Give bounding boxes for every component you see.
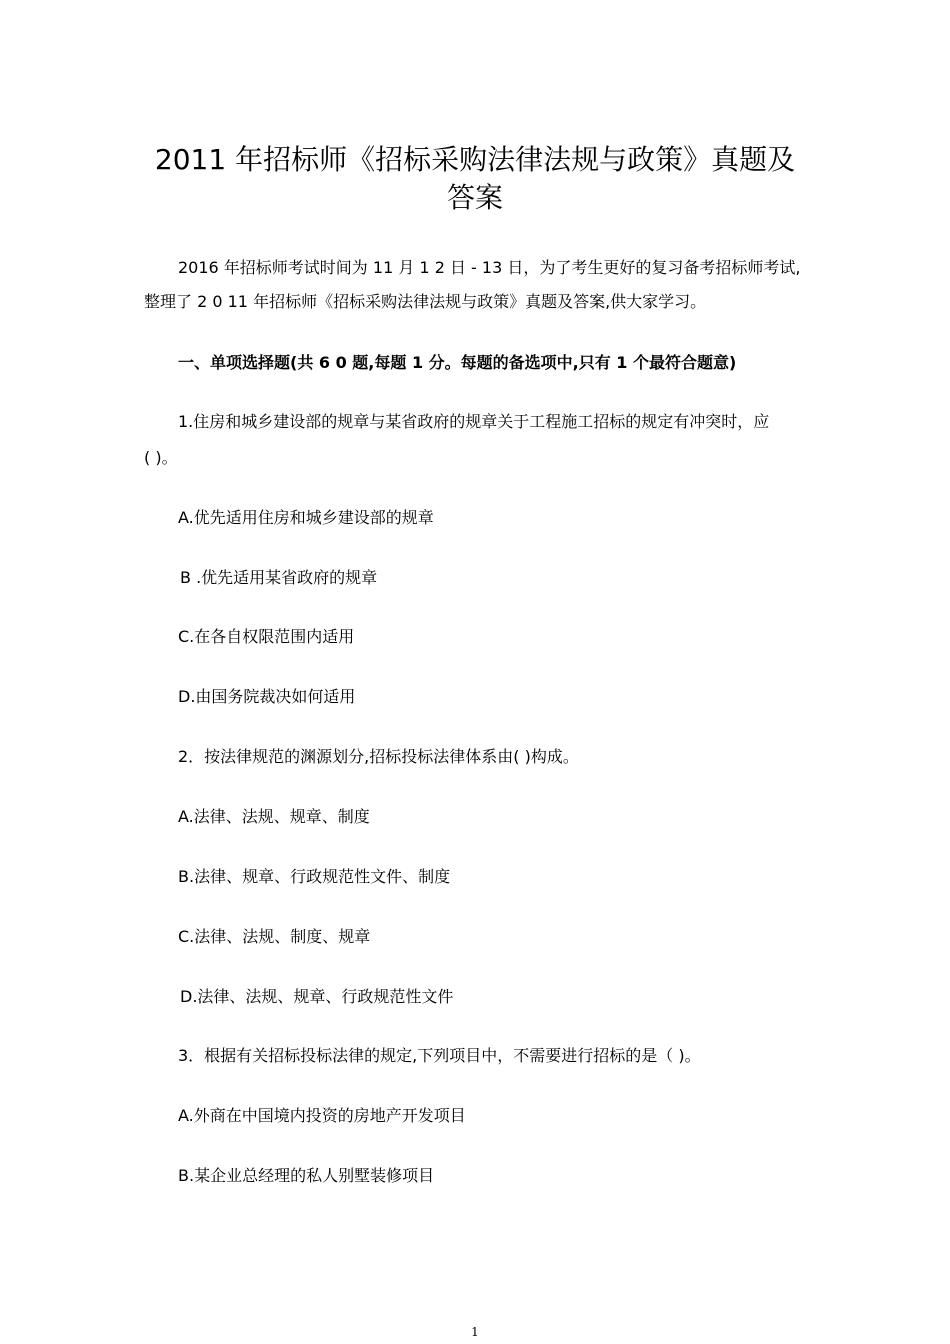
question-1-option-c: C.在各自权限范围内适用 [178, 627, 355, 646]
question-1-line-2: ( )。 [144, 448, 178, 467]
document-title-line-2: 答案 [446, 181, 503, 214]
question-2-option-d: D.法律、法规、规章、行政规范性文件 [180, 987, 454, 1006]
document-title-line-1: 2011 年招标师《招标采购法律法规与政策》真题及 [154, 143, 796, 176]
question-3: 3．根据有关招标投标法律的规定,下列项目中，不需要进行招标的是（ )。 [178, 1046, 701, 1065]
intro-text-line-1: 2016 年招标师考试时间为 11 月 1 2 日 - 13 日，为了考生更好的复习备考招标师考试, [178, 258, 801, 277]
question-1-line-1: 1.住房和城乡建设部的规章与某省政府的规章关于工程施工招标的规定有冲突时，应 [178, 412, 770, 431]
intro-text-line-2: 整理了 2 0 11 年招标师《招标采购法律法规与政策》真题及答案,供大家学习。 [144, 292, 707, 311]
question-1-option-a: A.优先适用住房和城乡建设部的规章 [178, 508, 434, 527]
question-2-option-a: A.法律、法规、规章、制度 [178, 807, 370, 826]
question-3-option-a: A.外商在中国境内投资的房地产开发项目 [178, 1106, 466, 1125]
question-2-option-b: B.法律、规章、行政规范性文件、制度 [178, 867, 451, 886]
page-number: 1 [471, 1325, 479, 1339]
question-1-option-d: D.由国务院裁决如何适用 [178, 687, 356, 706]
question-2-option-c: C.法律、法规、制度、规章 [178, 927, 371, 946]
question-1-option-b: B .优先适用某省政府的规章 [180, 568, 378, 587]
question-2: 2．按法律规范的渊源划分,招标投标法律体系由( )构成。 [178, 747, 579, 766]
section-heading: 一、单项选择题(共 6 0 题,每题 1 分。每题的备选项中,只有 1 个最符合题意) [178, 353, 737, 372]
question-3-option-b: B.某企业总经理的私人别墅装修项目 [178, 1166, 435, 1185]
